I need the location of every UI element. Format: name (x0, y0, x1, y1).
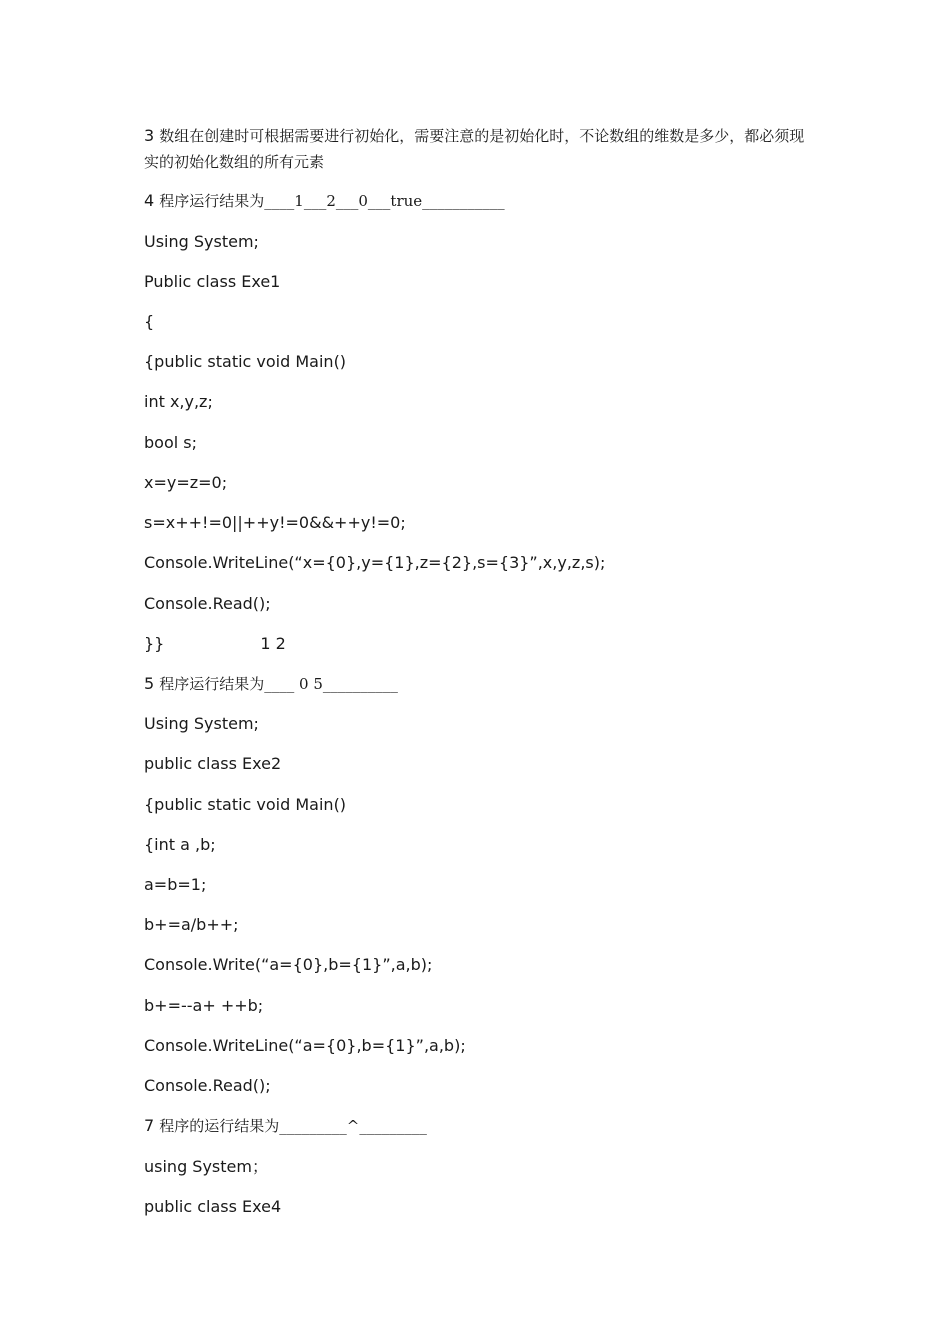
code-line: Using System; (144, 714, 259, 733)
code-line: public class Exe2 (144, 754, 282, 773)
question-number: 5 (144, 674, 155, 693)
code-line: b+=a/b++; (144, 915, 239, 934)
prompt-text: 程序运行结果为____1___2___0___true___________ (159, 192, 505, 210)
handwritten-note: 1 2 (260, 634, 286, 653)
question-4-prompt (144, 191, 505, 211)
code-line: Console.WriteLine(“a={0},b={1}”,a,b); (144, 1036, 466, 1055)
code-closing-line (144, 634, 286, 654)
prompt-text: 程序运行结果为____ 0 5__________ (159, 675, 398, 693)
code-line: Public class Exe1 (144, 272, 281, 291)
code-line: x=y=z=0; (144, 473, 228, 492)
code-line: {public static void Main() (144, 352, 347, 371)
question-5-prompt (144, 674, 398, 694)
question-7-prompt (144, 1116, 427, 1136)
code-line: {int a ,b; (144, 835, 216, 854)
code-line: a=b=1; (144, 875, 207, 894)
fullwidth-semicolon: ； (251, 1157, 268, 1176)
code-line: { (144, 312, 155, 331)
code-line: b+=--a+ ++b; (144, 996, 264, 1015)
code-line: int x,y,z; (144, 392, 213, 411)
closing-braces: }} (144, 634, 165, 653)
code-line: Console.Read(); (144, 1076, 271, 1095)
prompt-text: 程序的运行结果为_________^_________ (159, 1117, 427, 1135)
code-line: Using System; (144, 232, 259, 251)
question-number: 7 (144, 1116, 155, 1135)
code-line: public class Exe4 (144, 1197, 282, 1216)
code-line: {public static void Main() (144, 795, 347, 814)
question-number: 4 (144, 191, 155, 210)
code-line: Console.Write(“a={0},b={1}”,a,b); (144, 955, 433, 974)
code-line: Console.WriteLine(“x={0},y={1},z={2},s={3}”,x,y,z,s); (144, 553, 606, 572)
question-3 (144, 123, 814, 175)
code-text: using System (144, 1157, 252, 1176)
code-line: bool s; (144, 433, 197, 452)
code-line: Console.Read(); (144, 594, 271, 613)
code-line (144, 1157, 268, 1177)
question-text: 数组在创建时可根据需要进行初始化，需要注意的是初始化时，不论数组的维数是多少，都必须现实的初始化数组的所有元素 (144, 127, 805, 171)
question-number: 3 (144, 126, 155, 145)
code-line: s=x++!=0||++y!=0&&++y!=0; (144, 513, 406, 532)
